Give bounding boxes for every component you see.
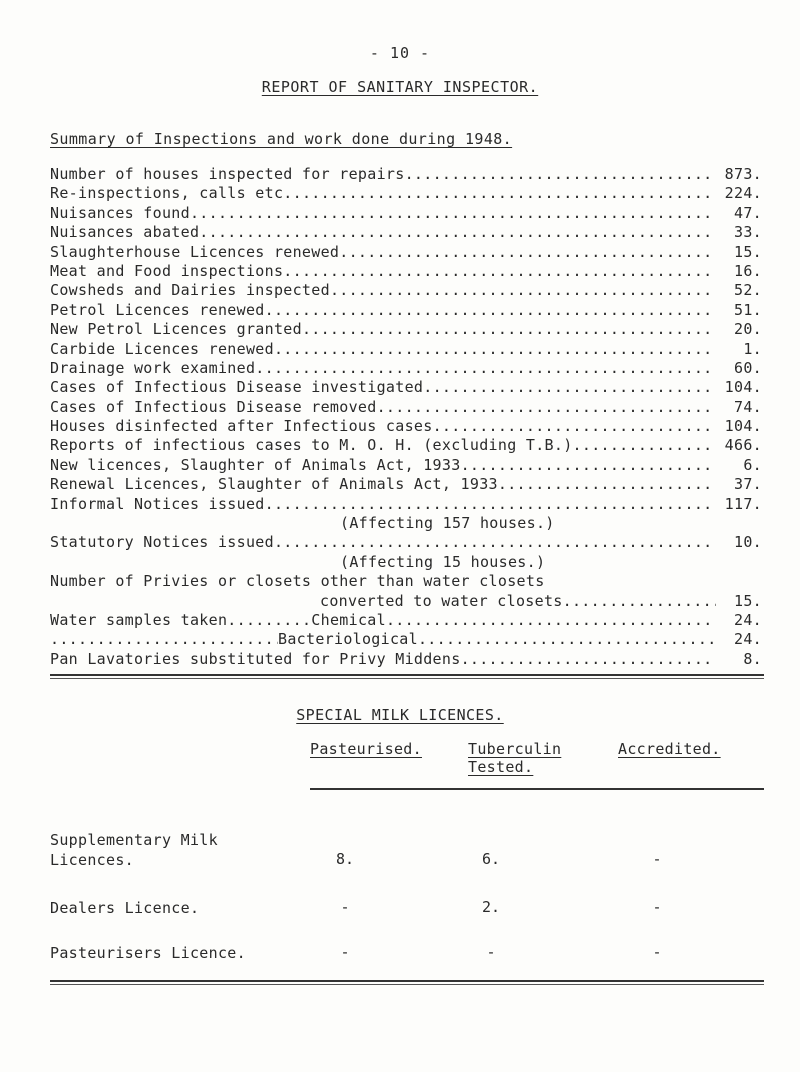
milk-cell: - (652, 898, 662, 916)
divider (50, 674, 764, 676)
privies-label: Number of Privies or closets other than water closets (50, 572, 545, 591)
summary-title: Summary of Inspections and work done during 1948. (50, 130, 513, 148)
summary-row: Informal Notices issued ..... 117. (50, 495, 762, 514)
summary-row: Meat and Food inspections ..... 16. (50, 262, 762, 281)
milk-cell: - (652, 850, 662, 868)
milk-cell: - (340, 898, 350, 916)
summary-row: Petrol Licences renewed ..... 51. (50, 301, 762, 320)
col-accredited: Accredited. (618, 740, 721, 758)
summary-row: Nuisances found ..... 47. (50, 204, 762, 223)
page-number: - 10 - (369, 44, 431, 62)
milk-cell: 2. (481, 898, 501, 916)
divider (310, 788, 764, 790)
summary-row: Slaughterhouse Licences renewed ..... 15. (50, 243, 762, 262)
milk-cell: - (486, 943, 496, 961)
summary-row-statutory: Statutory Notices issued ..... 10. (50, 533, 762, 552)
summary-row: Number of houses inspected for repairs ..... 873. (50, 165, 762, 184)
summary-row: New licences, Slaughter of Animals Act, 1933 ..... 6. (50, 456, 762, 475)
milk-row-label: Pasteurisers Licence. (50, 944, 246, 962)
summary-list (50, 165, 762, 669)
summary-row: New Petrol Licences granted ..... 20. (50, 320, 762, 339)
milk-cell: - (652, 943, 662, 961)
summary-row: Cowsheds and Dairies inspected ..... 52. (50, 281, 762, 300)
milk-cell: 6. (481, 850, 501, 868)
divider (50, 980, 764, 982)
summary-row-privies: converted to water closets ..... 15. (50, 592, 762, 611)
informal-note: (Affecting 157 houses.) (340, 514, 555, 533)
summary-row: Houses disinfected after Infectious cases ..... 104. (50, 417, 762, 436)
summary-row: Re-inspections, calls etc ..... 224. (50, 184, 762, 203)
milk-cell: 8. (335, 850, 355, 868)
report-title: REPORT OF SANITARY INSPECTOR. (261, 78, 539, 96)
divider (50, 678, 764, 679)
summary-row-water-bacteriological: ..... Bacteriological ..... 24. (50, 630, 762, 649)
summary-row: Drainage work examined ..... 60. (50, 359, 762, 378)
milk-cell: - (340, 943, 350, 961)
summary-row: Cases of Infectious Disease investigated ..... 104. (50, 378, 762, 397)
divider (50, 984, 764, 985)
summary-row: Reports of infectious cases to M. O. H. (excluding T.B.) ..... 466. (50, 436, 762, 455)
summary-row: Renewal Licences, Slaughter of Animals Act, 1933 ..... 37. (50, 475, 762, 494)
col-pasteurised: Pasteurised. (310, 740, 422, 758)
milk-licences-title: SPECIAL MILK LICENCES. (296, 706, 504, 724)
statutory-note: (Affecting 15 houses.) (340, 552, 546, 571)
summary-row: Carbide Licences renewed ..... 1. (50, 340, 762, 359)
milk-row-label: Dealers Licence. (50, 899, 200, 917)
summary-row-water-chemical: Water samples taken ..... Chemical ..... 24. (50, 611, 762, 630)
milk-row-label: Supplementary Milk Licences. (50, 831, 218, 869)
summary-row-pan: Pan Lavatories substituted for Privy Middens ..... 8. (50, 650, 762, 669)
summary-row: Nuisances abated ..... 33. (50, 223, 762, 242)
summary-row: Cases of Infectious Disease removed ..... 74. (50, 398, 762, 417)
col-tuberculin: Tuberculin Tested. (468, 740, 562, 776)
